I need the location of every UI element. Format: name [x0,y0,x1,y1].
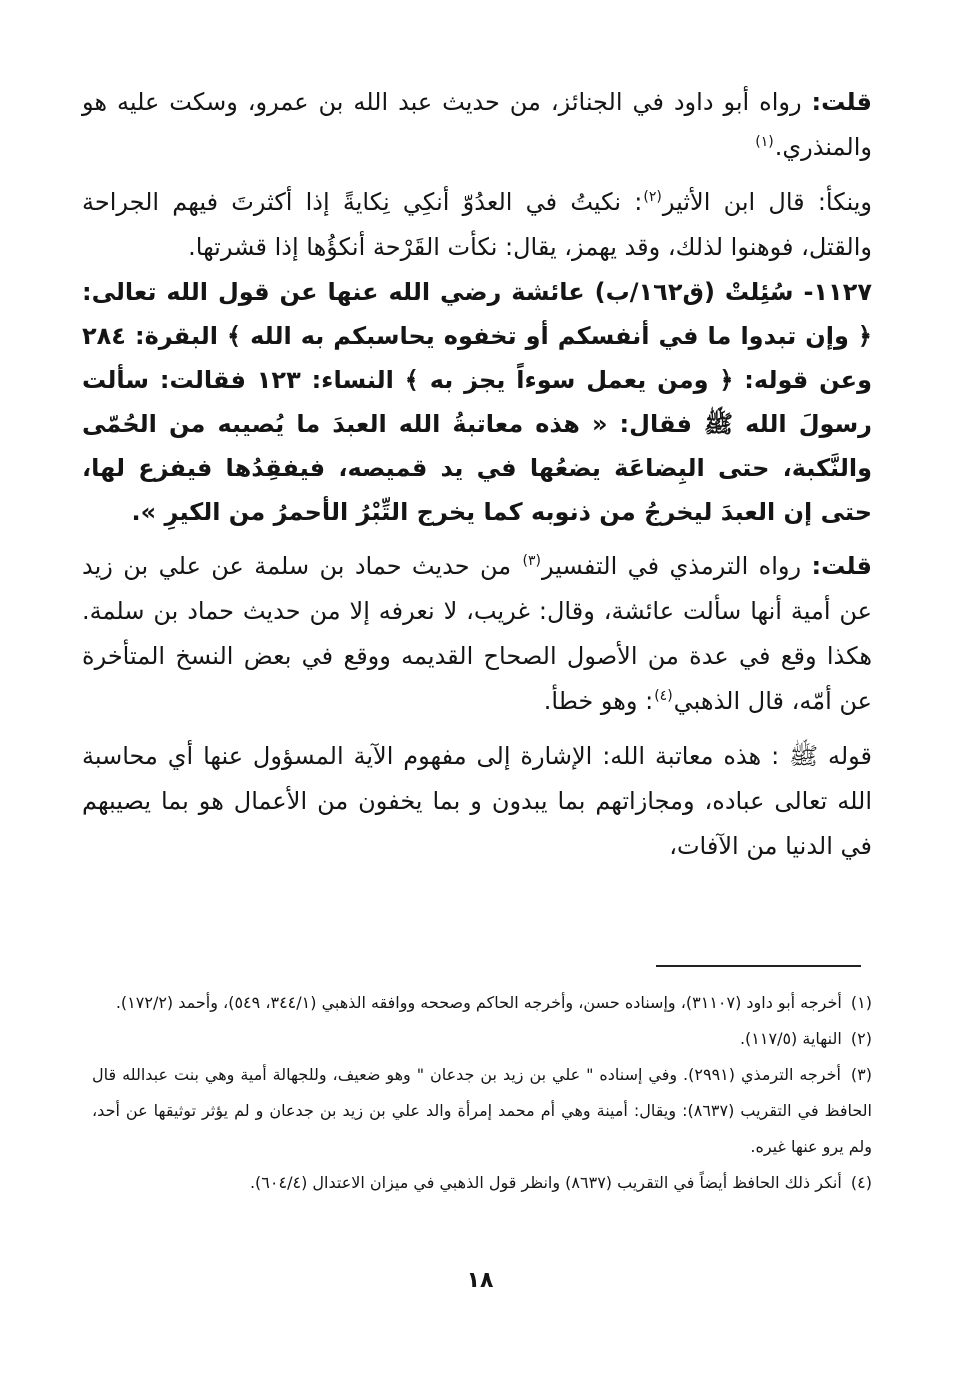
footnote-ref[interactable]: (٢) [643,189,662,205]
footnote-number: (٣) [850,1065,873,1084]
paragraph-text: من حديث حماد بن سلمة عن علي بن زيد عن أمية أنها سألت عائشة، وقال: غريب، لا نعرفه إلا من حديث حماد بن سلمة. هكذا وقع في عدة من الأصول الصحاح القديمه ووقع في بعض النسخ المتأخرة عن أمّه، قال الذهبي [82,552,872,715]
paragraph-text: رواه أبو داود في الجنائز، من حديث عبد الله بن عمرو، وسكت عليه هو والمنذري. [82,88,872,161]
footnote-divider [656,965,861,967]
footnote-text: أنكر ذلك الحافظ أيضاً في التقريب (٨٦٣٧) وانظر قول الذهبي في ميزان الاعتدال (٦٠٤/٤). [249,1173,842,1192]
footnote [92,1021,872,1057]
footnote-text: أخرجه أبو داود (٣١١٠٧)، وإسناده حسن، وأخرجه الحاكم وصححه ووافقه الذهبي (٣٤٤/١، ٥٤٩)، وأحمد (١٧٢/٢). [115,993,842,1012]
paragraph-text: : وهو خطأ. [543,687,654,715]
footnote-ref[interactable]: (٣) [522,553,542,569]
footnote-text: النهاية (١١٧/٥). [739,1029,842,1048]
commentary-label: قلت: [811,88,872,116]
footnote-number: (١) [850,993,872,1012]
footnote-ref[interactable]: (٤) [654,688,673,704]
paragraph-text: وينكأ: قال ابن الأثير [662,188,872,216]
paragraph-explanation: قوله ﷺ : هذه معاتبة الله: الإشارة إلى مفهوم الآية المسؤول عنها أي محاسبة الله تعالى عباده، ومجازاتهم بما يبدون و بما يخفون من الأعمال هو بما يصيبهم في الدنيا من الآفات، [82,742,872,860]
paragraph-text: رواه الترمذي في التفسير [542,552,802,580]
footnote [92,1165,872,1201]
footnote-number: (٢) [850,1029,872,1048]
footnote-text: أخرجه الترمذي (٢٩٩١). وفي إسناده " علي بن زيد بن جدعان " وهو ضعيف، وللجهالة أمية وهي بنت عبدالله قال الحافظ في التقريب (٨٦٣٧): ويقال: أمينة وهي أم محمد إمرأة والد علي بن زيد بن جدعان و لم يؤثر توثيقها عن أحد، ولم يرو عنها غيره. [92,1065,873,1156]
paragraph-text: : نكيتُ في العدُوّ أنكِي نِكايةً إذا أكثرتَ فيهم الجراحة والقتل، فوهنوا لذلك، وقد يهمز، يقال: نكأت القَرْحة أنكؤُها إذا قشرتها. [82,188,872,261]
commentary-label: قلت: [811,552,872,580]
footnote [92,985,872,1021]
footnote [92,1057,872,1165]
footnote-number: (٤) [850,1173,872,1192]
page-number: ١٨ [466,1268,494,1293]
hadith-text: ١١٢٧- سُئِلتْ (ق١٦٢/ب) عائشة رضي الله عنها عن قول الله تعالى: ﴿ وإن تبدوا ما في أنفسكم أو تخفوه يحاسبكم به الله ﴾ البقرة: ٢٨٤ وعن قوله: ﴿ ومن يعمل سوءاً يجز به ﴾ النساء: ١٢٣ فقالت: سألت رسولَ الله ﷺ فقال: « هذه معاتبةُ الله العبدَ ما يُصيبه من الحُمّى والنَّكبة، حتى البِضاعَة يضعُها في يد قميصه، فيفقِدُها فيفزع لها، حتى إن العبدَ ليخرجُ من ذنوبه كما يخرج التِّبْرُ الأحمرُ من الكيرِ ». [82,278,872,526]
footnote-ref[interactable]: (١) [755,134,774,150]
main-text [82,80,872,869]
paragraph-definition [82,180,872,270]
paragraph-commentary-1 [82,80,872,170]
paragraph-commentary-2 [82,544,872,724]
footnotes [92,985,872,1201]
